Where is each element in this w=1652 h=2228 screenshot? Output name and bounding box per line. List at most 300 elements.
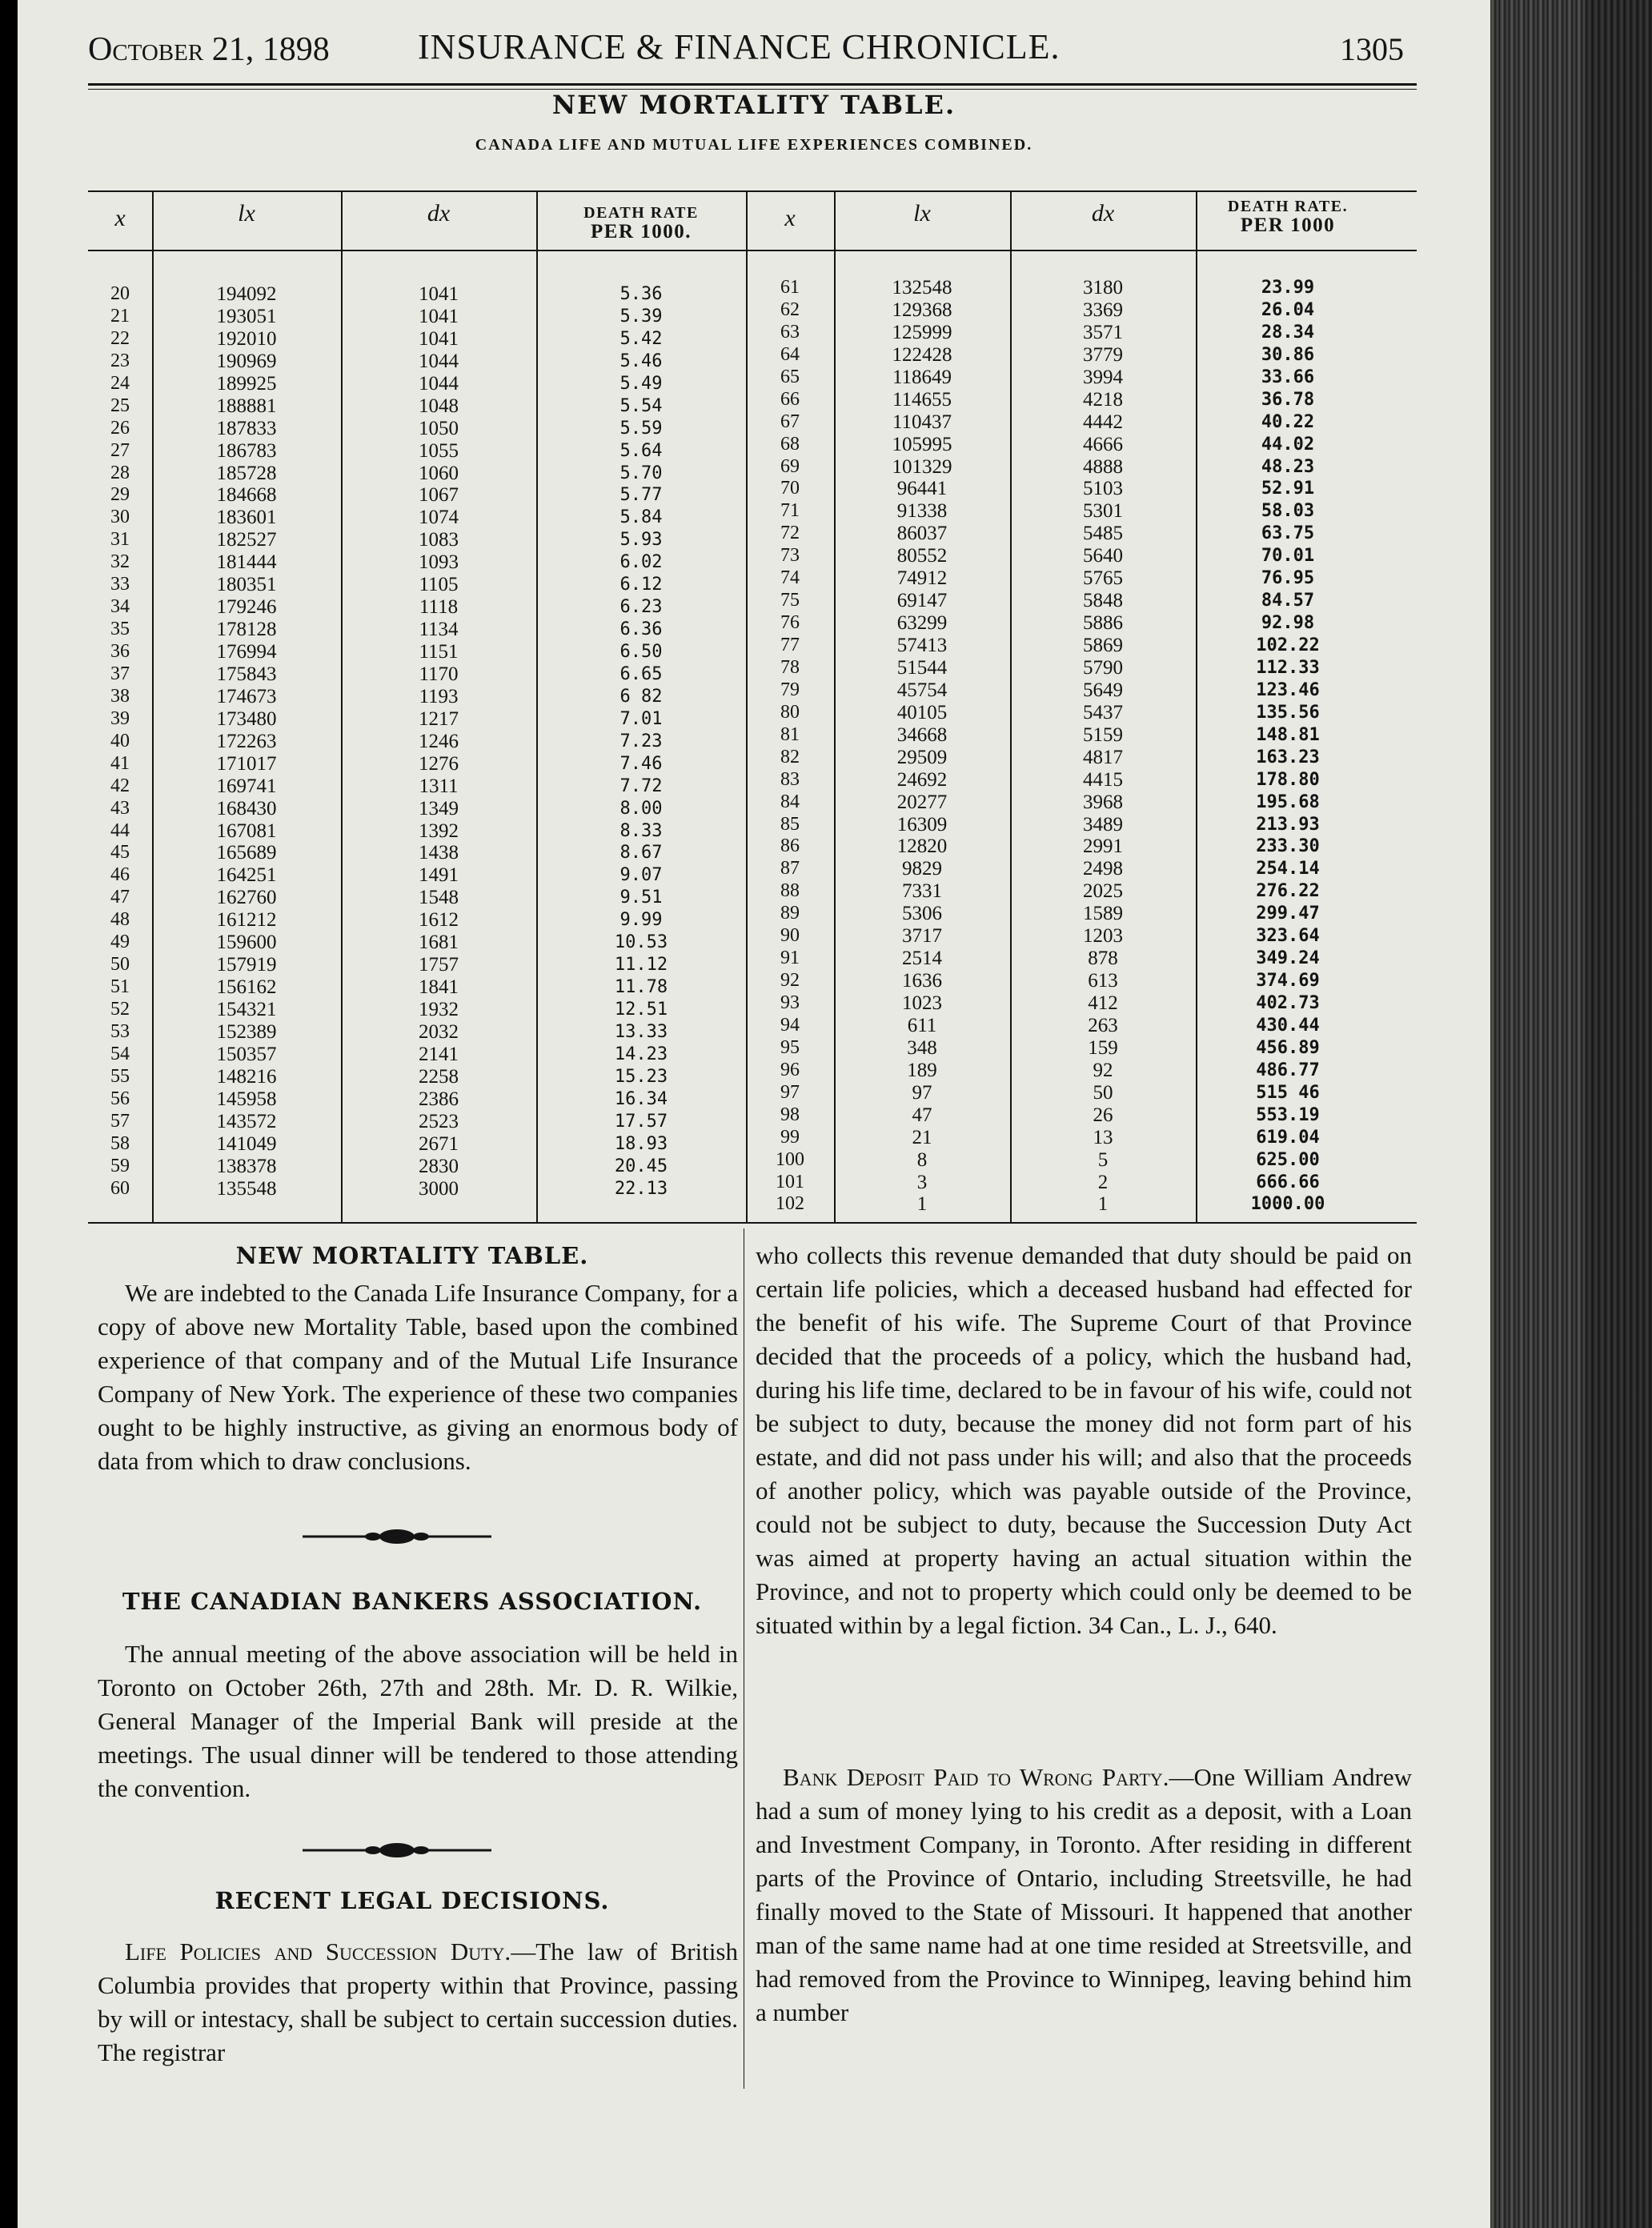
newspaper-page: [18, 0, 1490, 2228]
lx-cell: 193051: [216, 305, 277, 327]
death-rate-cell: 5.42: [620, 328, 663, 349]
death-rate-cell: 13.33: [614, 1021, 668, 1042]
dx-cell: 4442: [1083, 411, 1123, 433]
lx-cell: 157919: [216, 954, 277, 976]
death-rate-cell: 323.64: [1256, 926, 1320, 947]
death-rate-cell: 84.57: [1261, 591, 1315, 611]
death-rate-cell: 17.57: [614, 1111, 668, 1132]
lx-cell: 16309: [896, 813, 948, 836]
death-rate-cell: 233.30: [1256, 836, 1320, 857]
age-cell: 33: [110, 574, 130, 595]
dx-cell: 1311: [419, 775, 459, 797]
death-rate-cell: 18.93: [614, 1133, 668, 1154]
age-cell: 73: [780, 545, 800, 567]
dx-cell: 2991: [1083, 836, 1123, 858]
age-cell: 60: [110, 1177, 130, 1199]
age-cell: 68: [780, 433, 800, 455]
table-top-rule: [88, 190, 1417, 192]
death-rate-cell: 14.23: [614, 1044, 668, 1064]
dx-cell: 1105: [419, 574, 459, 596]
death-rate-cell: 8.67: [620, 843, 663, 864]
article-legal-body: —The law of British Columbia provides that property within that Province, passing by will or intestacy, shall be subject to certain succession duties. The registrar: [98, 1937, 738, 2066]
column-header-death-rate: [536, 203, 746, 242]
age-cell: 20: [110, 283, 130, 304]
column-header-death-rate-line1: DEATH RATE.: [1227, 198, 1349, 215]
death-rate-cell: 374.69: [1256, 971, 1320, 992]
table-header-rule: [88, 250, 1417, 251]
lx-cell: 176994: [216, 641, 277, 663]
death-rate-cell: 8.00: [620, 798, 663, 819]
lx-cell: 34668: [896, 723, 948, 746]
dx-cell: 1067: [419, 484, 459, 507]
column-lx-right: [834, 277, 1010, 1216]
age-cell: 86: [780, 836, 800, 857]
death-rate-cell: 9.51: [620, 888, 663, 908]
death-rate-cell: 52.91: [1261, 479, 1315, 499]
dx-cell: 3369: [1083, 299, 1123, 321]
lx-cell: 135548: [216, 1177, 277, 1200]
dx-cell: 1217: [419, 707, 459, 730]
age-cell: 81: [780, 723, 800, 745]
lx-cell: 51544: [896, 656, 948, 679]
death-rate-cell: 10.53: [614, 932, 668, 953]
lx-cell: 91338: [896, 500, 948, 523]
table-title: NEW MORTALITY TABLE.: [551, 90, 956, 120]
death-rate-cell: 553.19: [1256, 1104, 1320, 1125]
death-rate-cell: 36.78: [1261, 389, 1315, 410]
article-heading-mortality: NEW MORTALITY TABLE.: [235, 1242, 589, 1269]
lx-cell: 192010: [216, 327, 277, 350]
death-rate-cell: 6.23: [620, 597, 663, 618]
dx-cell: 50: [1093, 1081, 1113, 1104]
column-death-rate-left: [536, 283, 746, 1200]
age-cell: 36: [110, 641, 130, 662]
death-rate-cell: 112.33: [1256, 657, 1320, 678]
lx-cell: 1: [916, 1193, 928, 1216]
dx-cell: 1055: [419, 439, 459, 462]
age-cell: 91: [780, 948, 800, 969]
age-cell: 52: [110, 999, 130, 1020]
lx-cell: 1636: [902, 970, 942, 992]
dx-cell: 1050: [419, 417, 459, 439]
age-cell: 95: [780, 1036, 800, 1058]
death-rate-cell: 178.80: [1256, 769, 1320, 790]
lx-cell: 12820: [896, 836, 948, 858]
column-lx-left: [152, 283, 341, 1200]
dx-cell: 1193: [419, 685, 459, 707]
article-heading-legal: RECENT LEGAL DECISIONS.: [215, 1887, 610, 1914]
age-cell: 85: [780, 813, 800, 835]
death-rate-cell: 6.65: [620, 663, 663, 684]
age-cell: 24: [110, 372, 130, 394]
dx-cell: 2: [1097, 1171, 1109, 1193]
dx-cell: 1041: [419, 283, 459, 305]
death-rate-cell: 625.00: [1256, 1149, 1320, 1170]
dx-cell: 26: [1093, 1104, 1113, 1126]
age-cell: 92: [780, 970, 800, 992]
lx-cell: 185728: [216, 462, 277, 484]
ornament-divider: [303, 1527, 491, 1546]
age-cell: 99: [780, 1126, 800, 1148]
age-cell: 83: [780, 768, 800, 790]
lx-cell: 57413: [896, 635, 948, 656]
death-rate-cell: 28.34: [1261, 322, 1315, 343]
lx-cell: 63299: [896, 612, 948, 635]
dx-cell: 1841: [419, 976, 459, 999]
dx-cell: 3489: [1083, 813, 1123, 836]
age-cell: 78: [780, 656, 800, 678]
death-rate-cell: 5.49: [620, 373, 663, 394]
lx-cell: 159600: [216, 932, 277, 954]
lx-cell: 7331: [902, 880, 942, 903]
dx-cell: 5649: [1083, 679, 1123, 701]
age-cell: 25: [110, 395, 130, 416]
lx-cell: 175843: [216, 663, 277, 685]
death-rate-cell: 7.46: [620, 753, 663, 774]
death-rate-cell: 23.99: [1261, 278, 1315, 298]
age-cell: 38: [110, 685, 130, 707]
death-rate-cell: 148.81: [1256, 724, 1320, 745]
age-cell: 61: [780, 277, 800, 298]
lx-cell: 47: [912, 1104, 932, 1126]
dx-cell: 613: [1088, 970, 1118, 992]
age-cell: 74: [780, 567, 800, 589]
dx-cell: 5103: [1083, 478, 1123, 500]
dx-cell: 5848: [1083, 590, 1123, 612]
death-rate-cell: 40.22: [1261, 411, 1315, 432]
age-cell: 84: [780, 791, 800, 812]
age-cell: 88: [780, 880, 800, 902]
age-cell: 51: [110, 976, 130, 998]
lx-cell: 141049: [216, 1132, 277, 1155]
dx-cell: 2523: [419, 1110, 459, 1132]
dx-cell: 1757: [419, 954, 459, 976]
lx-cell: 5306: [902, 903, 942, 925]
death-rate-cell: 276.22: [1256, 881, 1320, 902]
age-cell: 100: [776, 1148, 804, 1170]
age-cell: 66: [780, 388, 800, 410]
age-cell: 58: [110, 1132, 130, 1154]
column-age-right: [746, 277, 834, 1216]
lx-cell: 167081: [216, 819, 277, 842]
age-cell: 42: [110, 775, 130, 796]
dx-cell: 92: [1093, 1059, 1113, 1081]
death-rate-cell: 6.50: [620, 642, 663, 662]
dx-cell: 1: [1097, 1193, 1109, 1216]
lx-cell: 189925: [216, 372, 277, 395]
age-cell: 21: [110, 305, 130, 327]
dx-cell: 2032: [419, 1020, 459, 1043]
age-cell: 57: [110, 1110, 130, 1132]
lx-cell: 190969: [216, 350, 277, 372]
dx-cell: 5159: [1083, 723, 1123, 746]
death-rate-cell: 486.77: [1256, 1060, 1320, 1080]
death-rate-cell: 213.93: [1256, 814, 1320, 835]
death-rate-cell: 30.86: [1261, 344, 1315, 365]
dx-cell: 5886: [1083, 612, 1123, 635]
column-header-dx: dx: [427, 200, 451, 226]
death-rate-cell: 12.51: [614, 1000, 668, 1020]
death-rate-cell: 1000.00: [1250, 1194, 1325, 1215]
death-rate-cell: 163.23: [1256, 747, 1320, 767]
lx-cell: 118649: [892, 366, 952, 388]
lx-cell: 129368: [892, 299, 952, 321]
lx-cell: 97: [912, 1081, 932, 1104]
age-cell: 54: [110, 1043, 130, 1064]
issue-date: October 21, 1898: [88, 31, 330, 68]
death-rate-cell: 666.66: [1256, 1172, 1320, 1192]
death-rate-cell: 7.23: [620, 731, 663, 751]
dx-cell: 3571: [1083, 321, 1123, 343]
lx-cell: 161212: [216, 909, 277, 932]
age-cell: 94: [780, 1014, 800, 1036]
age-cell: 77: [780, 635, 800, 655]
death-rate-cell: 5.54: [620, 395, 663, 416]
age-cell: 56: [110, 1088, 130, 1109]
article-bankers-body: The annual meeting of the above association will be held in Toronto on October 26th, 27th and 28th. Mr. D. R. Wilkie, General Manager of the Imperial Bank will preside at the meetings. The usual dinner will be tendered to those attending the convention.: [98, 1640, 738, 1802]
age-cell: 96: [780, 1059, 800, 1080]
lx-cell: 1023: [902, 992, 942, 1014]
lx-cell: 348: [907, 1036, 937, 1059]
age-cell: 49: [110, 932, 130, 953]
lx-cell: 96441: [896, 478, 948, 500]
age-cell: 31: [110, 529, 130, 551]
age-cell: 97: [780, 1081, 800, 1103]
age-cell: 87: [780, 858, 800, 880]
death-rate-cell: 26.04: [1261, 299, 1315, 320]
lx-cell: 80552: [896, 545, 948, 567]
lx-cell: 122428: [892, 343, 952, 366]
age-cell: 34: [110, 596, 130, 618]
age-cell: 27: [110, 439, 130, 461]
death-rate-cell: 7.01: [620, 708, 663, 729]
death-rate-cell: 44.02: [1261, 434, 1315, 455]
death-rate-cell: 5.46: [620, 351, 663, 371]
lx-cell: 143572: [216, 1110, 277, 1132]
age-cell: 35: [110, 619, 130, 640]
death-rate-cell: 6.12: [620, 575, 663, 595]
dx-cell: 1044: [419, 350, 459, 372]
death-rate-cell: 5.77: [620, 485, 663, 506]
age-cell: 45: [110, 842, 130, 864]
lx-cell: 183601: [216, 507, 277, 529]
death-rate-cell: 5.64: [620, 440, 663, 461]
dx-cell: 2386: [419, 1088, 459, 1110]
dx-cell: 1438: [419, 842, 459, 864]
dx-cell: 1083: [419, 529, 459, 551]
death-rate-cell: 6 82: [620, 686, 663, 707]
lx-cell: 174673: [216, 685, 277, 707]
lx-cell: 138378: [216, 1155, 277, 1177]
dx-cell: 2671: [419, 1132, 459, 1155]
lx-cell: 20277: [896, 791, 948, 813]
death-rate-cell: 5.93: [620, 530, 663, 551]
age-cell: 70: [780, 478, 800, 499]
column-header-x: x: [784, 205, 796, 231]
age-cell: 41: [110, 752, 130, 774]
dx-cell: 2498: [1083, 858, 1123, 880]
death-rate-cell: 254.14: [1256, 859, 1320, 880]
lx-cell: 74912: [896, 567, 948, 590]
dx-cell: 13: [1093, 1126, 1113, 1148]
dx-cell: 1074: [419, 507, 459, 529]
dx-cell: 4218: [1083, 388, 1123, 411]
death-rate-cell: 299.47: [1256, 904, 1320, 924]
lx-cell: 101329: [892, 455, 952, 478]
death-rate-cell: 33.66: [1261, 367, 1315, 387]
age-cell: 43: [110, 797, 130, 819]
death-rate-cell: 11.78: [614, 977, 668, 998]
lx-cell: 2514: [902, 948, 942, 970]
age-cell: 22: [110, 327, 130, 349]
dx-cell: 1041: [419, 305, 459, 327]
age-cell: 47: [110, 887, 130, 908]
age-cell: 93: [780, 992, 800, 1013]
death-rate-cell: 92.98: [1261, 613, 1315, 634]
death-rate-cell: 70.01: [1261, 546, 1315, 567]
column-header-death-rate: [1196, 197, 1380, 235]
lx-cell: 3: [916, 1171, 928, 1193]
death-rate-cell: 16.34: [614, 1088, 668, 1109]
lx-cell: 189: [907, 1059, 937, 1081]
age-cell: 48: [110, 909, 130, 931]
column-header-x: x: [114, 205, 126, 231]
ornament-divider: [303, 1841, 491, 1860]
dx-cell: 1118: [419, 596, 459, 619]
lx-cell: 169741: [216, 775, 277, 797]
age-cell: 75: [780, 590, 800, 611]
dx-cell: 1589: [1083, 903, 1123, 925]
dx-cell: 3994: [1083, 366, 1123, 388]
dx-cell: 1044: [419, 372, 459, 395]
death-rate-cell: 11.12: [614, 955, 668, 976]
lx-cell: 180351: [216, 574, 277, 596]
age-cell: 79: [780, 679, 800, 700]
lx-cell: 156162: [216, 976, 277, 999]
age-cell: 65: [780, 366, 800, 387]
death-rate-cell: 58.03: [1261, 501, 1315, 522]
dx-cell: 5640: [1083, 545, 1123, 567]
lx-cell: 188881: [216, 395, 277, 417]
lx-cell: 21: [912, 1126, 932, 1148]
age-cell: 67: [780, 411, 800, 432]
dx-cell: 2141: [419, 1043, 459, 1065]
lx-cell: 164251: [216, 864, 277, 887]
dx-cell: 5485: [1083, 523, 1123, 545]
lx-cell: 178128: [216, 619, 277, 641]
lx-cell: 24692: [896, 768, 948, 791]
death-rate-cell: 5.84: [620, 507, 663, 528]
dx-cell: 3968: [1083, 791, 1123, 813]
lx-cell: 86037: [896, 523, 948, 545]
lx-cell: 9829: [902, 858, 942, 880]
dx-cell: 1041: [419, 327, 459, 350]
dx-cell: 4415: [1083, 768, 1123, 791]
age-cell: 23: [110, 350, 130, 371]
lx-cell: 45754: [896, 679, 948, 701]
article-bank-deposit: [756, 1761, 1412, 2030]
death-rate-cell: 15.23: [614, 1066, 668, 1087]
lx-cell: 40105: [896, 701, 948, 723]
article-bank-deposit-lead: Bank Deposit Paid to Wrong Party.: [783, 1763, 1169, 1791]
lx-cell: 171017: [216, 752, 277, 775]
death-rate-cell: 402.73: [1256, 993, 1320, 1013]
dx-cell: 1093: [419, 551, 459, 574]
lx-cell: 29509: [896, 746, 948, 768]
death-rate-cell: 5.36: [620, 284, 663, 304]
article-legal-lead: Life Policies and Succession Duty.: [125, 1937, 511, 1966]
dx-cell: 3779: [1083, 343, 1123, 366]
dx-cell: 5437: [1083, 701, 1123, 723]
dx-cell: 878: [1088, 948, 1118, 970]
age-cell: 28: [110, 462, 130, 483]
dx-cell: 5: [1097, 1148, 1109, 1171]
column-header-dx: dx: [1091, 200, 1115, 226]
death-rate-cell: 20.45: [614, 1156, 668, 1176]
lx-cell: 187833: [216, 417, 277, 439]
death-rate-cell: 76.95: [1261, 568, 1315, 589]
age-cell: 53: [110, 1020, 130, 1042]
lx-cell: 110437: [892, 411, 952, 433]
dx-cell: 1548: [419, 887, 459, 909]
death-rate-cell: 5.59: [620, 418, 663, 439]
dx-cell: 5869: [1083, 635, 1123, 656]
age-cell: 80: [780, 701, 800, 723]
age-cell: 64: [780, 343, 800, 365]
dx-cell: 4888: [1083, 455, 1123, 478]
lx-cell: 165689: [216, 842, 277, 864]
lx-cell: 168430: [216, 797, 277, 819]
lx-cell: 3717: [902, 925, 942, 948]
age-cell: 102: [776, 1193, 804, 1215]
column-age-left: [88, 283, 152, 1200]
lx-cell: 105995: [892, 433, 952, 455]
age-cell: 62: [780, 299, 800, 320]
age-cell: 37: [110, 663, 130, 684]
publication-title: INSURANCE & FINANCE CHRONICLE.: [418, 27, 1061, 66]
age-cell: 98: [780, 1104, 800, 1125]
column-header-death-rate-line1: DEATH RATE: [583, 204, 699, 222]
lx-cell: 162760: [216, 887, 277, 909]
lx-cell: 179246: [216, 596, 277, 619]
column-header-death-rate-line2: PER 1000: [1240, 214, 1336, 236]
article-legal: [98, 1935, 738, 2070]
death-rate-cell: 123.46: [1256, 679, 1320, 700]
death-rate-cell: 8.33: [620, 820, 663, 841]
death-rate-cell: 48.23: [1261, 456, 1315, 477]
age-cell: 76: [780, 612, 800, 634]
lx-cell: 154321: [216, 999, 277, 1020]
age-cell: 55: [110, 1065, 130, 1087]
article-bank-deposit-body: —One William Andrew had a sum of money lying to his credit as a deposit, with a Loan and Investment Company, in Toronto. After residing in different parts of the Province of Ontario, including Streetsville, he had finally moved to the State of Missouri. It happened that another man of the same name had at one time resided at Streetsville, and had removed from the Province to Winnipeg, leaving behind him a number: [756, 1763, 1413, 2026]
lx-cell: 611: [907, 1014, 937, 1036]
death-rate-cell: 195.68: [1256, 791, 1320, 812]
dx-cell: 5301: [1083, 500, 1123, 523]
column-dx-right: [1010, 277, 1196, 1216]
age-cell: 40: [110, 730, 130, 751]
book-binding-edge: [1490, 0, 1652, 2228]
death-rate-cell: 456.89: [1256, 1037, 1320, 1058]
death-rate-cell: 22.13: [614, 1178, 668, 1199]
lx-cell: 152389: [216, 1020, 277, 1043]
article-mortality: [98, 1276, 738, 1478]
column-header-lx: lx: [238, 200, 255, 226]
dx-cell: 4817: [1083, 746, 1123, 768]
lx-cell: 148216: [216, 1065, 277, 1088]
dx-cell: 1681: [419, 932, 459, 954]
lx-cell: 181444: [216, 551, 277, 574]
lx-cell: 114655: [892, 388, 952, 411]
